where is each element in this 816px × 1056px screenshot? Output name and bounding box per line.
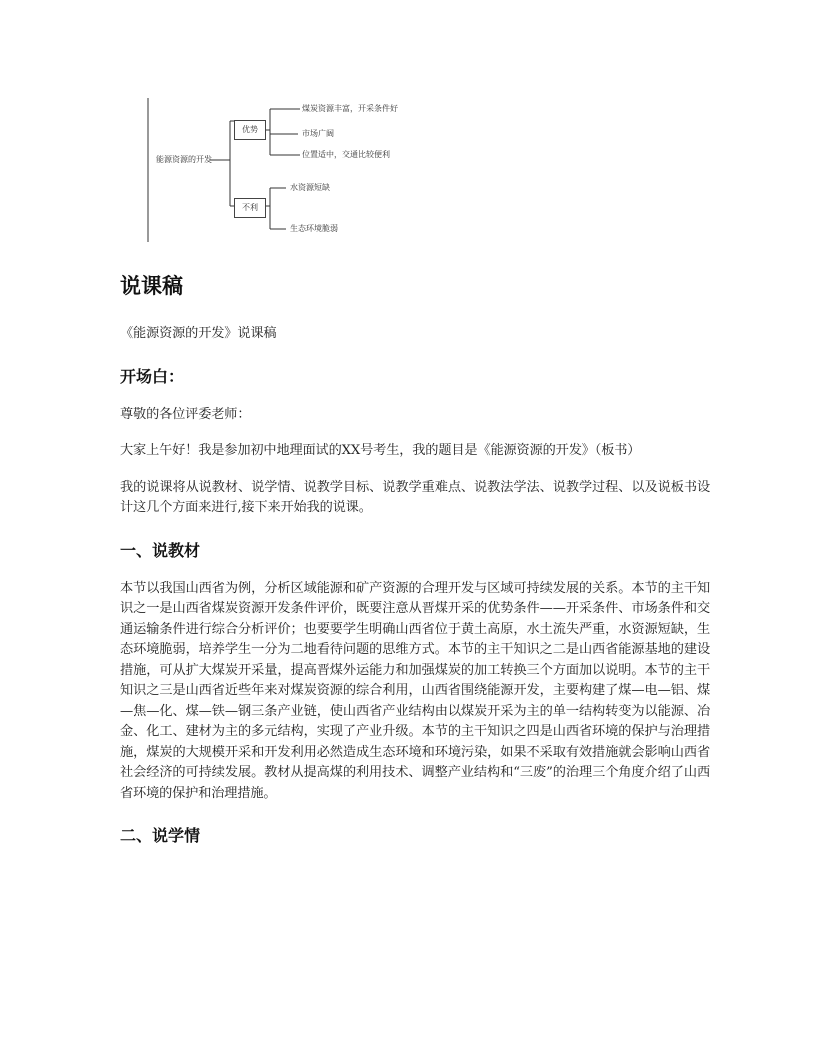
outline-paragraph: 我的说课将从说教材、说学情、说教学目标、说教学重难点、说教法学法、说教学过程、以及说板书设计这几个方面来进行,接下来开始我的说课。 (120, 479, 710, 515)
diagram-root-label: 能源资源的开发 (156, 155, 212, 164)
disadvantage-box: 不利 (234, 198, 266, 218)
section2-heading: 二、说学情 (120, 826, 201, 845)
advantage-item-2: 市场广阔 (302, 129, 334, 138)
greeting-paragraph: 尊敬的各位评委老师： (120, 406, 251, 422)
advantage-box: 优势 (234, 120, 266, 140)
advantage-item-3: 位置适中，交通比较便利 (302, 150, 390, 159)
section1-heading: 一、说教材 (120, 540, 201, 560)
opening-heading: 开场白： (120, 366, 185, 386)
section1-paragraph: 本节以我国山西省为例，分析区域能源和矿产资源的合理开发与区域可持续发展的关系。本节的主干知识之一是山西省煤炭资源开发条件评价，既要注意从晋煤开采的优势条件——开采条件、市场条件和交通运输条件进行综合分析评价；也要要学生明确山西省位于黄土高原，水土流失严重，水资源短缺，生态环境脆弱，培养学生一分为二地看待问题的思维方式。本节的主干知识之二是山西省能源基地的建设措施，可从扩大煤炭开采量，提高晋煤外运能力和加强煤炭的加工转换三个方面加以说明。本节的主干知识之三是山西省近些年来对煤炭资源的综合利用，山西省围绕能源开发，主要构建了煤—电—铝、煤—焦—化、煤—铁—钢三条产业链，使山西省产业结构由以煤炭开采为主的单一结构转变为以能源、冶金、化工、建材为主的多元结构，实现了产业升级。本节的主干知识之四是山西省环境的保护与治理措施，煤炭的大规模开采和开发利用必然造成生态环境和环境污染，如果不采取有效措施就会影响山西省社会经济的可持续发展。教材从提高煤的利用技术、调整产业结构和“三废”的治理三个角度介绍了山西省环境的保护和治理措施。 (120, 580, 710, 801)
intro-paragraph: 大家上午好！我是参加初中地理面试的XX号考生，我的题目是《能源资源的开发》（板书） (120, 443, 641, 458)
concept-diagram (140, 92, 440, 244)
page-title: 说课稿 (120, 274, 183, 298)
doc-subtitle: 《能源资源的开发》说课稿 (120, 326, 277, 341)
disadvantage-item-2: 生态环境脆弱 (290, 224, 338, 233)
disadvantage-item-1: 水资源短缺 (290, 183, 330, 192)
advantage-item-1: 煤炭资源丰富，开采条件好 (302, 104, 398, 113)
document-body (120, 270, 710, 864)
diagram-lines (140, 92, 440, 244)
